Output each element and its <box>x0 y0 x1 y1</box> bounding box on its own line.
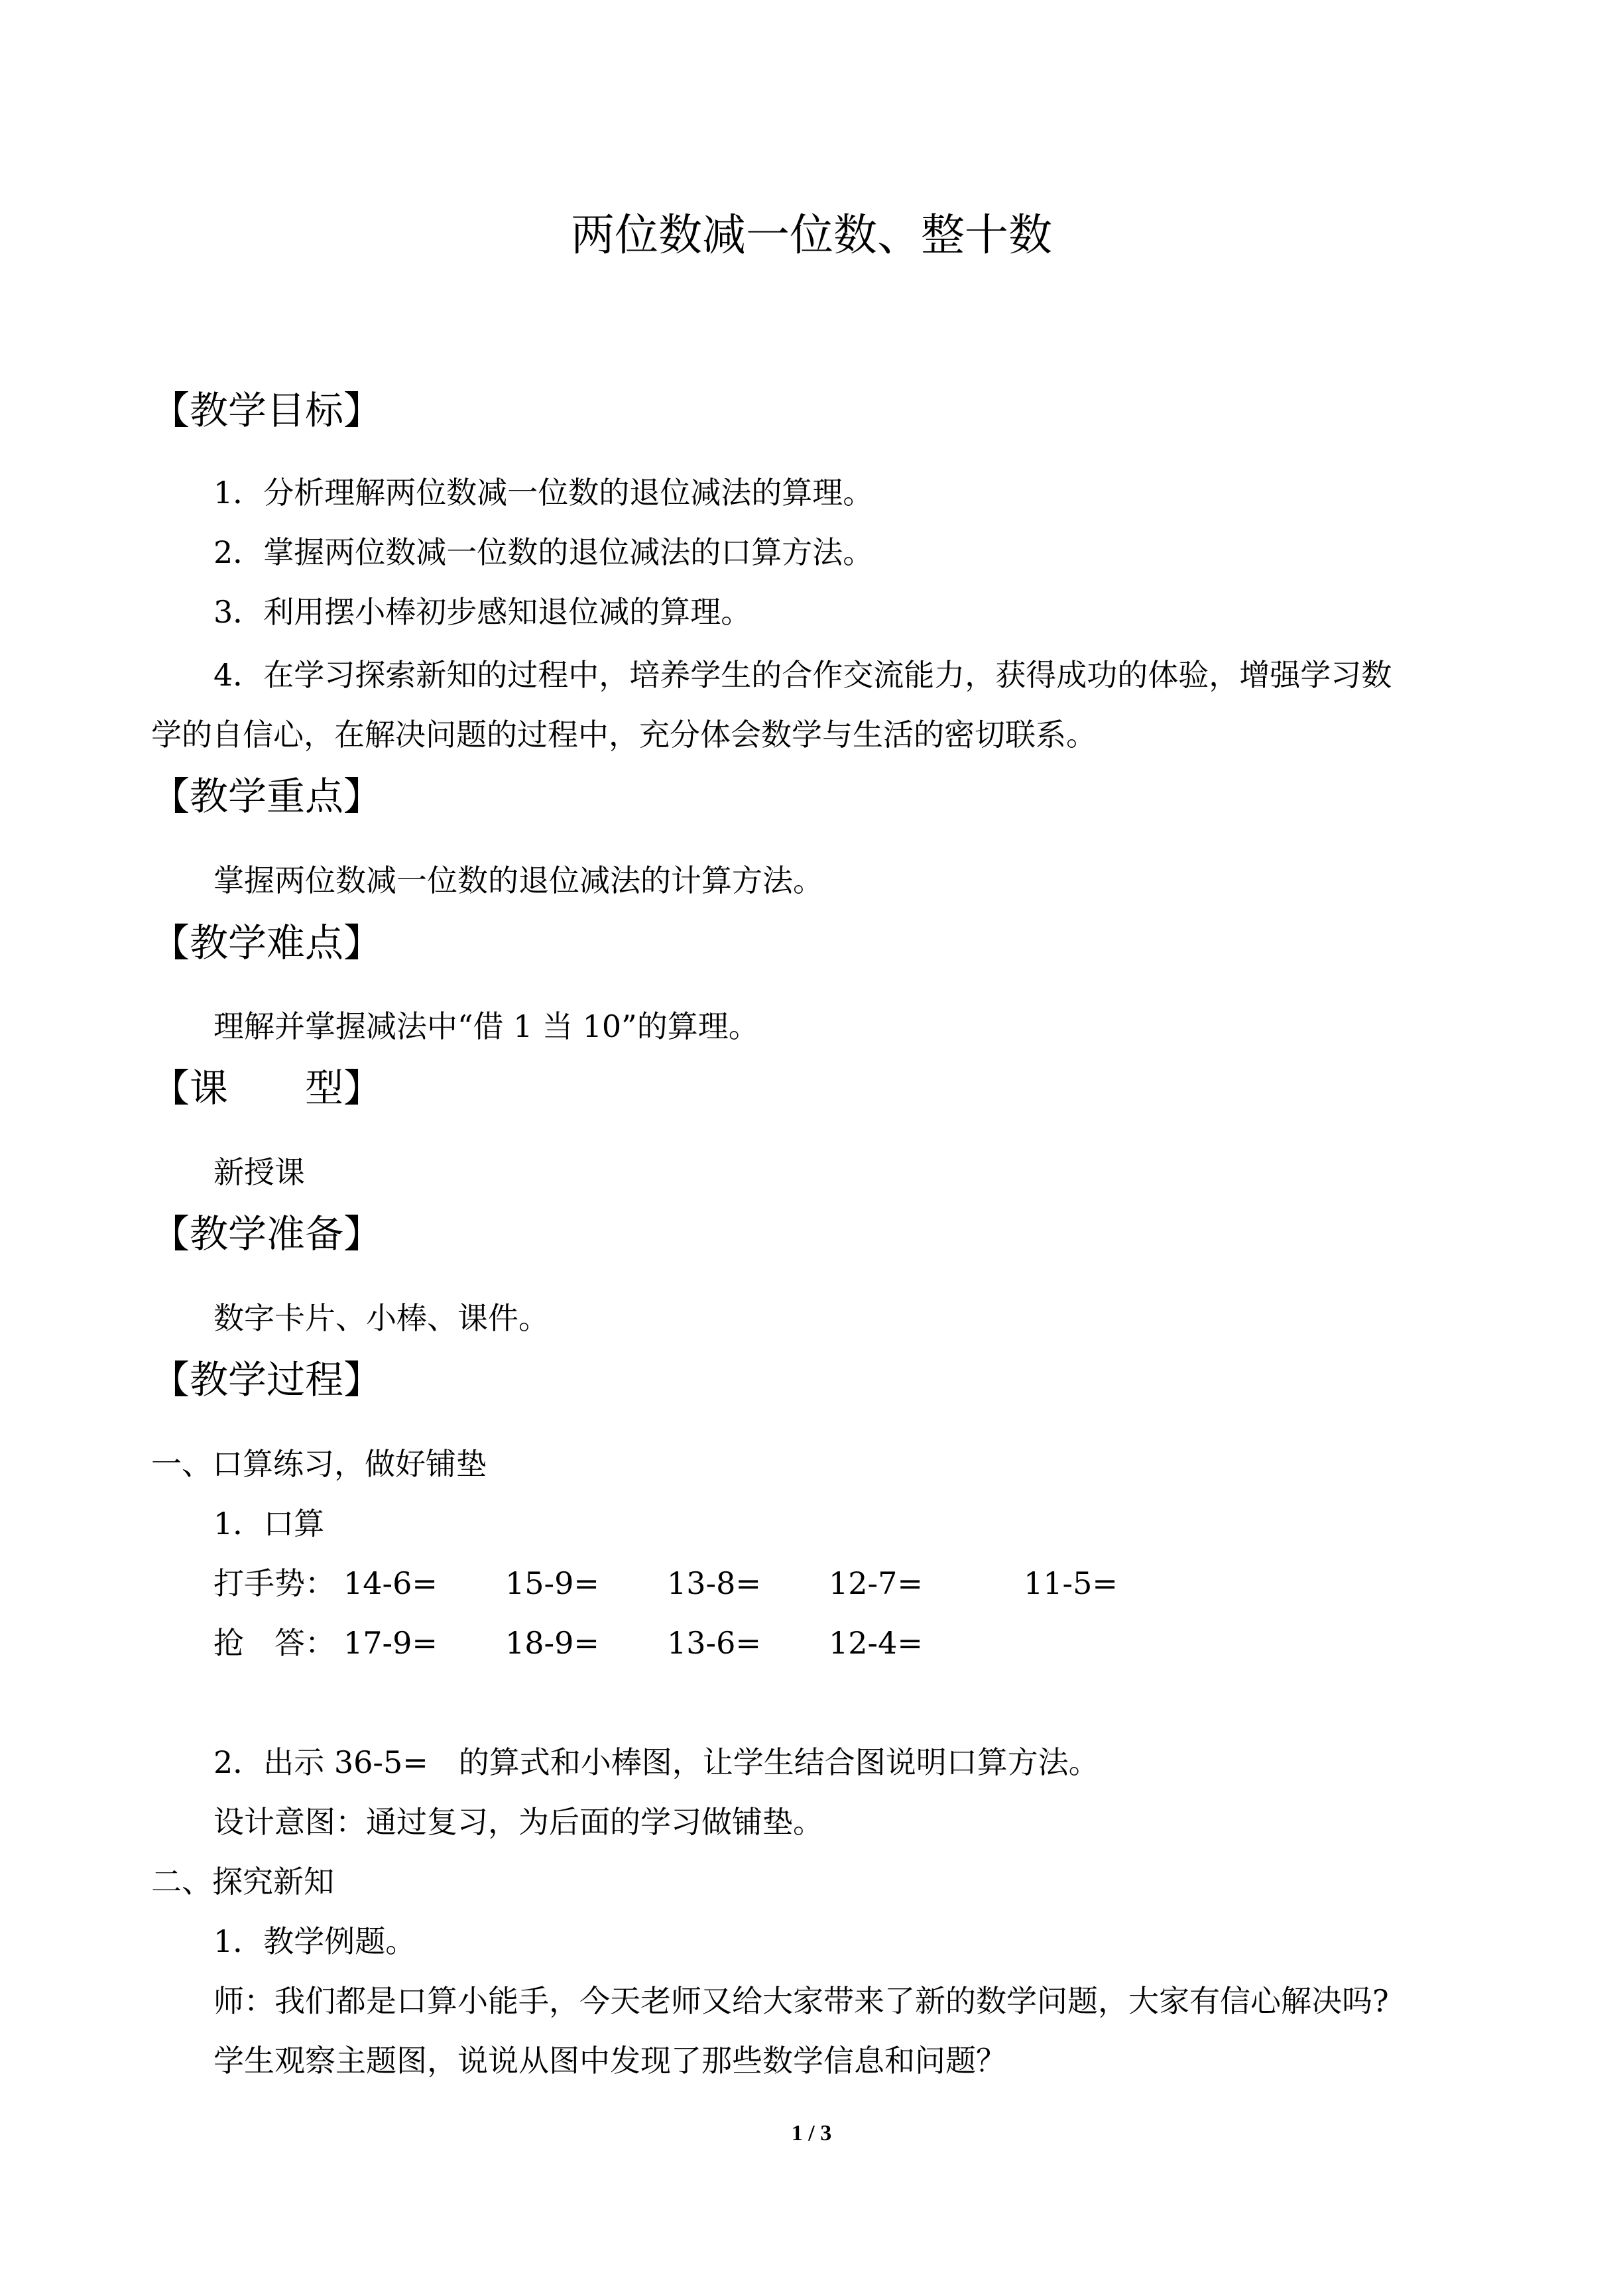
difficulties-heading: 【教学难点】 <box>151 920 383 965</box>
gesture-expr-2: 15-9= <box>505 1565 599 1601</box>
design-intent: 设计意图：通过复习，为后面的学习做铺垫。 <box>213 1804 823 1840</box>
gesture-row-label: 打手势： <box>213 1565 335 1601</box>
objectives-heading: 【教学目标】 <box>151 388 383 433</box>
difficulties-text: 理解并掌握减法中“借 1 当 10”的算理。 <box>213 1008 759 1044</box>
part2-item1: 1．教学例题。 <box>213 1923 416 1959</box>
objective-item-1: 1．分析理解两位数减一位数的退位减法的算理。 <box>213 475 874 511</box>
quick-answer-expr-1: 17-9= <box>343 1625 438 1661</box>
objective-item-3: 3．利用摆小棒初步感知退位减的算理。 <box>213 594 752 630</box>
gesture-expr-3: 13-8= <box>667 1565 761 1601</box>
key-points-heading: 【教学重点】 <box>151 774 383 819</box>
process-heading: 【教学过程】 <box>151 1357 383 1402</box>
document-title: 两位数减一位数、整十数 <box>571 210 1052 261</box>
part2-title: 二、探究新知 <box>151 1864 334 1900</box>
quick-answer-expr-3: 13-6= <box>667 1625 761 1661</box>
preparation-text: 数字卡片、小棒、课件。 <box>213 1300 549 1336</box>
key-points-text: 掌握两位数减一位数的退位减法的计算方法。 <box>213 863 823 898</box>
page-number: 1 / 3 <box>791 2121 832 2145</box>
quick-answer-expr-2: 18-9= <box>505 1625 599 1661</box>
gesture-expr-5: 11-5= <box>1024 1565 1118 1601</box>
part1-item2: 2．出示 36-5= 的算式和小棒图，让学生结合图说明口算方法。 <box>213 1744 1099 1780</box>
part1-item1: 1．口算 <box>213 1506 325 1541</box>
lesson-type-text: 新授课 <box>213 1154 305 1190</box>
gesture-expr-4: 12-7= <box>829 1565 923 1601</box>
students-line: 学生观察主题图，说说从图中发现了那些数学信息和问题？ <box>213 2043 1006 2079</box>
quick-answer-expr-4: 12-4= <box>829 1625 923 1661</box>
objective-item-4-cont: 学的自信心，在解决问题的过程中，充分体会数学与生活的密切联系。 <box>151 717 1097 753</box>
teacher-line: 师：我们都是口算小能手，今天老师又给大家带来了新的数学问题，大家有信心解决吗? <box>213 1983 1389 2019</box>
part1-title: 一、口算练习，做好铺垫 <box>151 1446 487 1482</box>
objective-item-4: 4．在学习探索新知的过程中，培养学生的合作交流能力，获得成功的体验，增强学习数 <box>213 657 1392 693</box>
objective-item-2: 2．掌握两位数减一位数的退位减法的口算方法。 <box>213 534 874 570</box>
quick-answer-label: 抢 答： <box>213 1625 335 1661</box>
gesture-expr-1: 14-6= <box>343 1565 438 1601</box>
lesson-type-heading: 【课 型】 <box>151 1065 383 1111</box>
preparation-heading: 【教学准备】 <box>151 1211 383 1256</box>
